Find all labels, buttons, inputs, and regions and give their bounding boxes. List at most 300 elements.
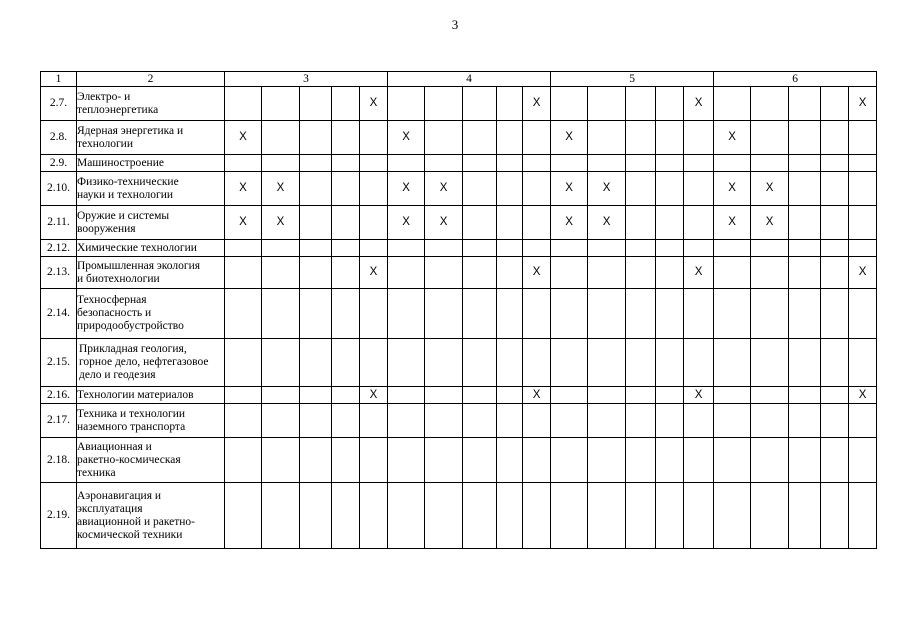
mark-cell [751, 87, 789, 121]
mark-cell [849, 155, 877, 172]
header-cell-3: 3 [225, 72, 388, 87]
header-row [41, 72, 877, 87]
mark-cell [463, 240, 497, 257]
table-row [41, 387, 877, 404]
mark-cell [360, 240, 388, 257]
mark-cell [656, 155, 684, 172]
mark-cell [262, 387, 300, 404]
mark-cell [821, 121, 849, 155]
mark-cell [626, 404, 656, 438]
mark-cell [751, 339, 789, 387]
mark-cell [821, 289, 849, 339]
mark-cell [262, 257, 300, 289]
mark-cell [463, 289, 497, 339]
mark-cell [425, 438, 463, 483]
mark-cell [332, 155, 360, 172]
row-name-line: Ядерная энергетика и [77, 124, 184, 137]
mark-cell [551, 438, 588, 483]
mark-cell [849, 404, 877, 438]
mark-cell [789, 289, 821, 339]
row-name-line: Техносферная [77, 294, 147, 306]
mark-cell [425, 387, 463, 404]
mark-cell [425, 404, 463, 438]
mark-cell [714, 155, 751, 172]
mark-cell: X [523, 387, 551, 404]
mark-cell [684, 121, 714, 155]
mark-cell: X [684, 387, 714, 404]
mark-cell [300, 483, 332, 549]
table-row [41, 172, 877, 206]
table-row [41, 257, 877, 289]
mark-cell [714, 483, 751, 549]
row-name-line: Электро- и [77, 90, 131, 103]
mark-cell: X [714, 121, 751, 155]
row-name-line: Техника и технологии [77, 407, 186, 420]
mark-cell [497, 387, 523, 404]
mark-cell: X [684, 257, 714, 289]
mark-cell [626, 155, 656, 172]
mark-cell [262, 404, 300, 438]
mark-cell [388, 339, 425, 387]
mark-cell [789, 206, 821, 240]
mark-cell [225, 240, 262, 257]
mark-cell [425, 289, 463, 339]
mark-cell [332, 206, 360, 240]
mark-cell [751, 404, 789, 438]
row-name-line: Промышленная экология [77, 259, 201, 272]
mark-cell [849, 339, 877, 387]
mark-cell [551, 240, 588, 257]
row-number: 2.14. [41, 289, 77, 339]
table-row [41, 240, 877, 257]
mark-cell [588, 289, 626, 339]
mark-cell [360, 339, 388, 387]
mark-cell: X [751, 206, 789, 240]
row-name-line: теплоэнергетика [77, 103, 159, 116]
row-name-line: дело и геодезия [79, 369, 156, 381]
mark-cell [332, 87, 360, 121]
row-name-line: эксплуатация [77, 502, 143, 515]
mark-cell [626, 121, 656, 155]
mark-cell [463, 483, 497, 549]
mark-cell [684, 172, 714, 206]
table-row [41, 289, 877, 339]
mark-cell [588, 155, 626, 172]
mark-cell [588, 404, 626, 438]
row-name [77, 404, 225, 438]
mark-cell [300, 257, 332, 289]
mark-cell [523, 438, 551, 483]
mark-cell [300, 240, 332, 257]
mark-cell [849, 172, 877, 206]
row-name [77, 155, 225, 172]
mark-cell [497, 87, 523, 121]
mark-cell: X [551, 172, 588, 206]
mark-cell: X [849, 87, 877, 121]
mark-cell [262, 240, 300, 257]
mark-cell [523, 339, 551, 387]
mark-cell [751, 257, 789, 289]
mark-cell [225, 438, 262, 483]
mark-cell [714, 289, 751, 339]
mark-cell [714, 404, 751, 438]
row-number: 2.16. [41, 387, 77, 404]
mark-cell [225, 87, 262, 121]
mark-cell [656, 404, 684, 438]
row-number: 2.15. [41, 339, 77, 387]
mark-cell [821, 240, 849, 257]
row-name [77, 339, 225, 387]
row-number: 2.8. [41, 121, 77, 155]
mark-cell [225, 289, 262, 339]
mark-cell [225, 404, 262, 438]
mark-cell [684, 438, 714, 483]
criteria-table [40, 71, 877, 549]
mark-cell [684, 339, 714, 387]
mark-cell [656, 87, 684, 121]
row-name [77, 240, 225, 257]
mark-cell: X [588, 206, 626, 240]
mark-cell: X [714, 206, 751, 240]
mark-cell [523, 121, 551, 155]
mark-cell: X [523, 257, 551, 289]
mark-cell [789, 483, 821, 549]
mark-cell [388, 404, 425, 438]
mark-cell: X [425, 206, 463, 240]
mark-cell [849, 240, 877, 257]
row-number: 2.18. [41, 438, 77, 483]
row-number: 2.9. [41, 155, 77, 172]
mark-cell [332, 289, 360, 339]
mark-cell: X [225, 121, 262, 155]
mark-cell [332, 339, 360, 387]
mark-cell: X [684, 87, 714, 121]
mark-cell [497, 206, 523, 240]
mark-cell [789, 240, 821, 257]
mark-cell [332, 438, 360, 483]
row-name [77, 438, 225, 483]
table-row [41, 404, 877, 438]
mark-cell [360, 483, 388, 549]
mark-cell [821, 404, 849, 438]
mark-cell [821, 155, 849, 172]
row-name [77, 172, 225, 206]
row-name [77, 121, 225, 155]
row-name [77, 257, 225, 289]
mark-cell: X [225, 206, 262, 240]
mark-cell [714, 387, 751, 404]
mark-cell [497, 172, 523, 206]
mark-cell [588, 87, 626, 121]
mark-cell [262, 339, 300, 387]
mark-cell [551, 483, 588, 549]
mark-cell [751, 121, 789, 155]
row-name-line: авиационной и ракетно- [77, 515, 195, 528]
mark-cell: X [551, 206, 588, 240]
mark-cell [388, 87, 425, 121]
row-name-line: безопасность и [77, 307, 152, 319]
mark-cell [463, 438, 497, 483]
mark-cell [626, 257, 656, 289]
mark-cell: X [425, 172, 463, 206]
mark-cell [656, 339, 684, 387]
mark-cell [714, 240, 751, 257]
mark-cell [551, 339, 588, 387]
table-row [41, 206, 877, 240]
mark-cell [789, 172, 821, 206]
mark-cell [463, 121, 497, 155]
row-name-line: ракетно-космическая [77, 453, 181, 466]
mark-cell [300, 387, 332, 404]
mark-cell [684, 404, 714, 438]
mark-cell [425, 339, 463, 387]
mark-cell: X [360, 257, 388, 289]
mark-cell [656, 257, 684, 289]
mark-cell [463, 339, 497, 387]
mark-cell [523, 206, 551, 240]
mark-cell: X [388, 172, 425, 206]
mark-cell [656, 387, 684, 404]
mark-cell [656, 206, 684, 240]
mark-cell [300, 87, 332, 121]
row-name-line: Машиностроение [77, 156, 164, 169]
mark-cell [262, 87, 300, 121]
mark-cell [789, 387, 821, 404]
mark-cell [656, 121, 684, 155]
mark-cell [821, 387, 849, 404]
row-name-line: вооружения [77, 222, 136, 235]
mark-cell [300, 438, 332, 483]
mark-cell [523, 483, 551, 549]
mark-cell [425, 483, 463, 549]
mark-cell [360, 438, 388, 483]
mark-cell [849, 206, 877, 240]
mark-cell [821, 483, 849, 549]
mark-cell [388, 257, 425, 289]
row-name-line: техника [77, 466, 116, 479]
row-name [77, 387, 225, 404]
mark-cell [225, 155, 262, 172]
mark-cell [225, 387, 262, 404]
mark-cell [425, 155, 463, 172]
mark-cell [463, 404, 497, 438]
mark-cell [626, 289, 656, 339]
table-row [41, 155, 877, 172]
mark-cell [551, 87, 588, 121]
mark-cell [684, 483, 714, 549]
mark-cell [684, 155, 714, 172]
mark-cell [588, 257, 626, 289]
mark-cell [463, 155, 497, 172]
mark-cell [751, 155, 789, 172]
mark-cell: X [714, 172, 751, 206]
mark-cell: X [523, 87, 551, 121]
mark-cell [626, 483, 656, 549]
mark-cell [332, 121, 360, 155]
mark-cell [388, 438, 425, 483]
mark-cell [463, 206, 497, 240]
mark-cell [751, 387, 789, 404]
table-row [41, 438, 877, 483]
mark-cell [751, 483, 789, 549]
mark-cell [821, 206, 849, 240]
mark-cell [300, 155, 332, 172]
mark-cell [332, 257, 360, 289]
row-name [77, 87, 225, 121]
mark-cell [360, 172, 388, 206]
row-name-line: природообустройство [77, 320, 184, 332]
mark-cell [497, 289, 523, 339]
row-name-line: Аэронавигация и [77, 489, 162, 502]
mark-cell: X [849, 387, 877, 404]
row-name-line: Оружие и системы [77, 209, 170, 222]
mark-cell [714, 87, 751, 121]
mark-cell [656, 483, 684, 549]
mark-cell [523, 172, 551, 206]
mark-cell [388, 155, 425, 172]
mark-cell [262, 483, 300, 549]
mark-cell [551, 404, 588, 438]
mark-cell [262, 438, 300, 483]
mark-cell [300, 404, 332, 438]
mark-cell [523, 289, 551, 339]
mark-cell [588, 387, 626, 404]
mark-cell [300, 172, 332, 206]
mark-cell [225, 339, 262, 387]
row-name-line: и биотехнологии [77, 272, 160, 285]
mark-cell [588, 339, 626, 387]
header-cell-2: 2 [77, 72, 225, 87]
mark-cell: X [388, 121, 425, 155]
mark-cell [821, 339, 849, 387]
mark-cell [463, 257, 497, 289]
row-name-line: Технологии материалов [77, 388, 194, 401]
mark-cell [849, 483, 877, 549]
mark-cell: X [388, 206, 425, 240]
mark-cell [332, 172, 360, 206]
row-name-line: Прикладная геология, [79, 343, 187, 355]
mark-cell [821, 87, 849, 121]
mark-cell [656, 172, 684, 206]
table-row [41, 87, 877, 121]
row-name-line: Физико-технические [77, 175, 179, 188]
mark-cell [463, 87, 497, 121]
row-number: 2.10. [41, 172, 77, 206]
header-cell-4: 4 [388, 72, 551, 87]
mark-cell [332, 240, 360, 257]
mark-cell [523, 240, 551, 257]
mark-cell [714, 339, 751, 387]
mark-cell [588, 483, 626, 549]
mark-cell [714, 438, 751, 483]
mark-cell [821, 438, 849, 483]
mark-cell [388, 289, 425, 339]
row-number: 2.17. [41, 404, 77, 438]
row-name-line: наземного транспорта [77, 420, 186, 433]
page-number: 3 [451, 17, 459, 32]
mark-cell [684, 206, 714, 240]
mark-cell [332, 483, 360, 549]
mark-cell [425, 240, 463, 257]
mark-cell [588, 438, 626, 483]
mark-cell [497, 257, 523, 289]
mark-cell [626, 172, 656, 206]
mark-cell [360, 289, 388, 339]
mark-cell: X [225, 172, 262, 206]
mark-cell [388, 240, 425, 257]
mark-cell [751, 240, 789, 257]
table-row [41, 121, 877, 155]
mark-cell [497, 121, 523, 155]
mark-cell [751, 438, 789, 483]
mark-cell [497, 483, 523, 549]
row-number: 2.12. [41, 240, 77, 257]
mark-cell: X [588, 172, 626, 206]
mark-cell: X [551, 121, 588, 155]
mark-cell [497, 404, 523, 438]
mark-cell [821, 257, 849, 289]
mark-cell [497, 240, 523, 257]
mark-cell [849, 289, 877, 339]
row-name [77, 289, 225, 339]
mark-cell [626, 240, 656, 257]
mark-cell [714, 257, 751, 289]
mark-cell [684, 289, 714, 339]
mark-cell [626, 438, 656, 483]
mark-cell [300, 206, 332, 240]
mark-cell [463, 387, 497, 404]
mark-cell: X [360, 387, 388, 404]
mark-cell [225, 483, 262, 549]
row-name [77, 206, 225, 240]
mark-cell [262, 289, 300, 339]
header-cell-1: 1 [41, 72, 77, 87]
mark-cell [300, 289, 332, 339]
mark-cell [332, 404, 360, 438]
row-name [77, 483, 225, 549]
mark-cell [789, 257, 821, 289]
row-number: 2.11. [41, 206, 77, 240]
mark-cell [360, 404, 388, 438]
mark-cell [849, 121, 877, 155]
mark-cell [497, 339, 523, 387]
header-cell-6: 6 [714, 72, 877, 87]
row-number: 2.13. [41, 257, 77, 289]
mark-cell [551, 289, 588, 339]
mark-cell [225, 257, 262, 289]
mark-cell [523, 404, 551, 438]
mark-cell [626, 87, 656, 121]
mark-cell [360, 155, 388, 172]
mark-cell [789, 155, 821, 172]
mark-cell [300, 121, 332, 155]
mark-cell [626, 339, 656, 387]
mark-cell [388, 483, 425, 549]
mark-cell [551, 155, 588, 172]
mark-cell [789, 438, 821, 483]
mark-cell [425, 121, 463, 155]
mark-cell [332, 387, 360, 404]
mark-cell [849, 438, 877, 483]
mark-cell [425, 257, 463, 289]
mark-cell [684, 240, 714, 257]
table-row [41, 339, 877, 387]
table-row [41, 483, 877, 549]
mark-cell [497, 155, 523, 172]
mark-cell [821, 172, 849, 206]
mark-cell [388, 387, 425, 404]
mark-cell [656, 240, 684, 257]
